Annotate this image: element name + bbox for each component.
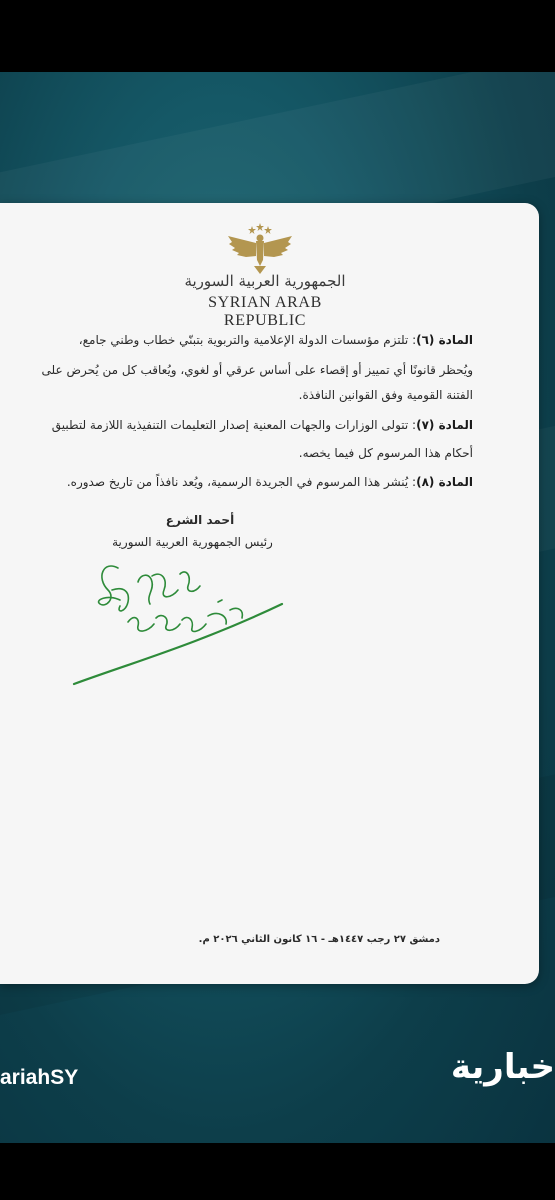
article-7-line-1: المادة (٧): تتولى الوزارات والجهات المعنية إصدار التعليمات التنفيذية اللازمة لتطبيق	[51, 418, 473, 432]
article-6-line-3: الفتنة القومية وفق القوانين النافذة.	[298, 388, 473, 402]
decree-date: دمشق ٢٧ رجب ١٤٤٧هـ - ١٦ كانون الثاني ٢٠٢٦ م.	[198, 934, 440, 945]
top-bar	[0, 0, 555, 72]
channel-logo: خبارية	[450, 1047, 555, 1087]
bottom-bar	[0, 1143, 555, 1200]
article-8-label: المادة (٨)	[416, 475, 473, 489]
article-7-line-2: أحكام هذا المرسوم كل فيما يخصه.	[298, 446, 473, 460]
article-6-line-2: ويُحظر قانونًا أي تمييز أو إقصاء على أساس عرقي أو لغوي، ويُعاقب كل من يُحرض على	[41, 363, 473, 377]
republic-name-arabic: الجمهورية العربية السورية	[184, 272, 346, 290]
signer-name: أحمد الشرع	[165, 513, 235, 527]
article-6-label: المادة (٦)	[416, 333, 473, 347]
article-6-line-1: المادة (٦): تلتزم مؤسسات الدولة الإعلامية والتربوية بتبنّي خطاب وطني جامع،	[78, 333, 473, 347]
republic-name-english: SYRIAN ARAB REPUBLIC	[208, 294, 322, 329]
social-handle: ariahSY	[0, 1066, 79, 1089]
handwritten-signature	[68, 560, 288, 690]
signer-title: رئيس الجمهورية العربية السورية	[112, 535, 273, 549]
eagle-emblem-icon	[226, 222, 294, 274]
article-7-label: المادة (٧)	[416, 418, 473, 432]
article-8-line-1: المادة (٨): يُنشر هذا المرسوم في الجريدة الرسمية، ويُعد نافذاً من تاريخ صدوره.	[66, 475, 473, 489]
